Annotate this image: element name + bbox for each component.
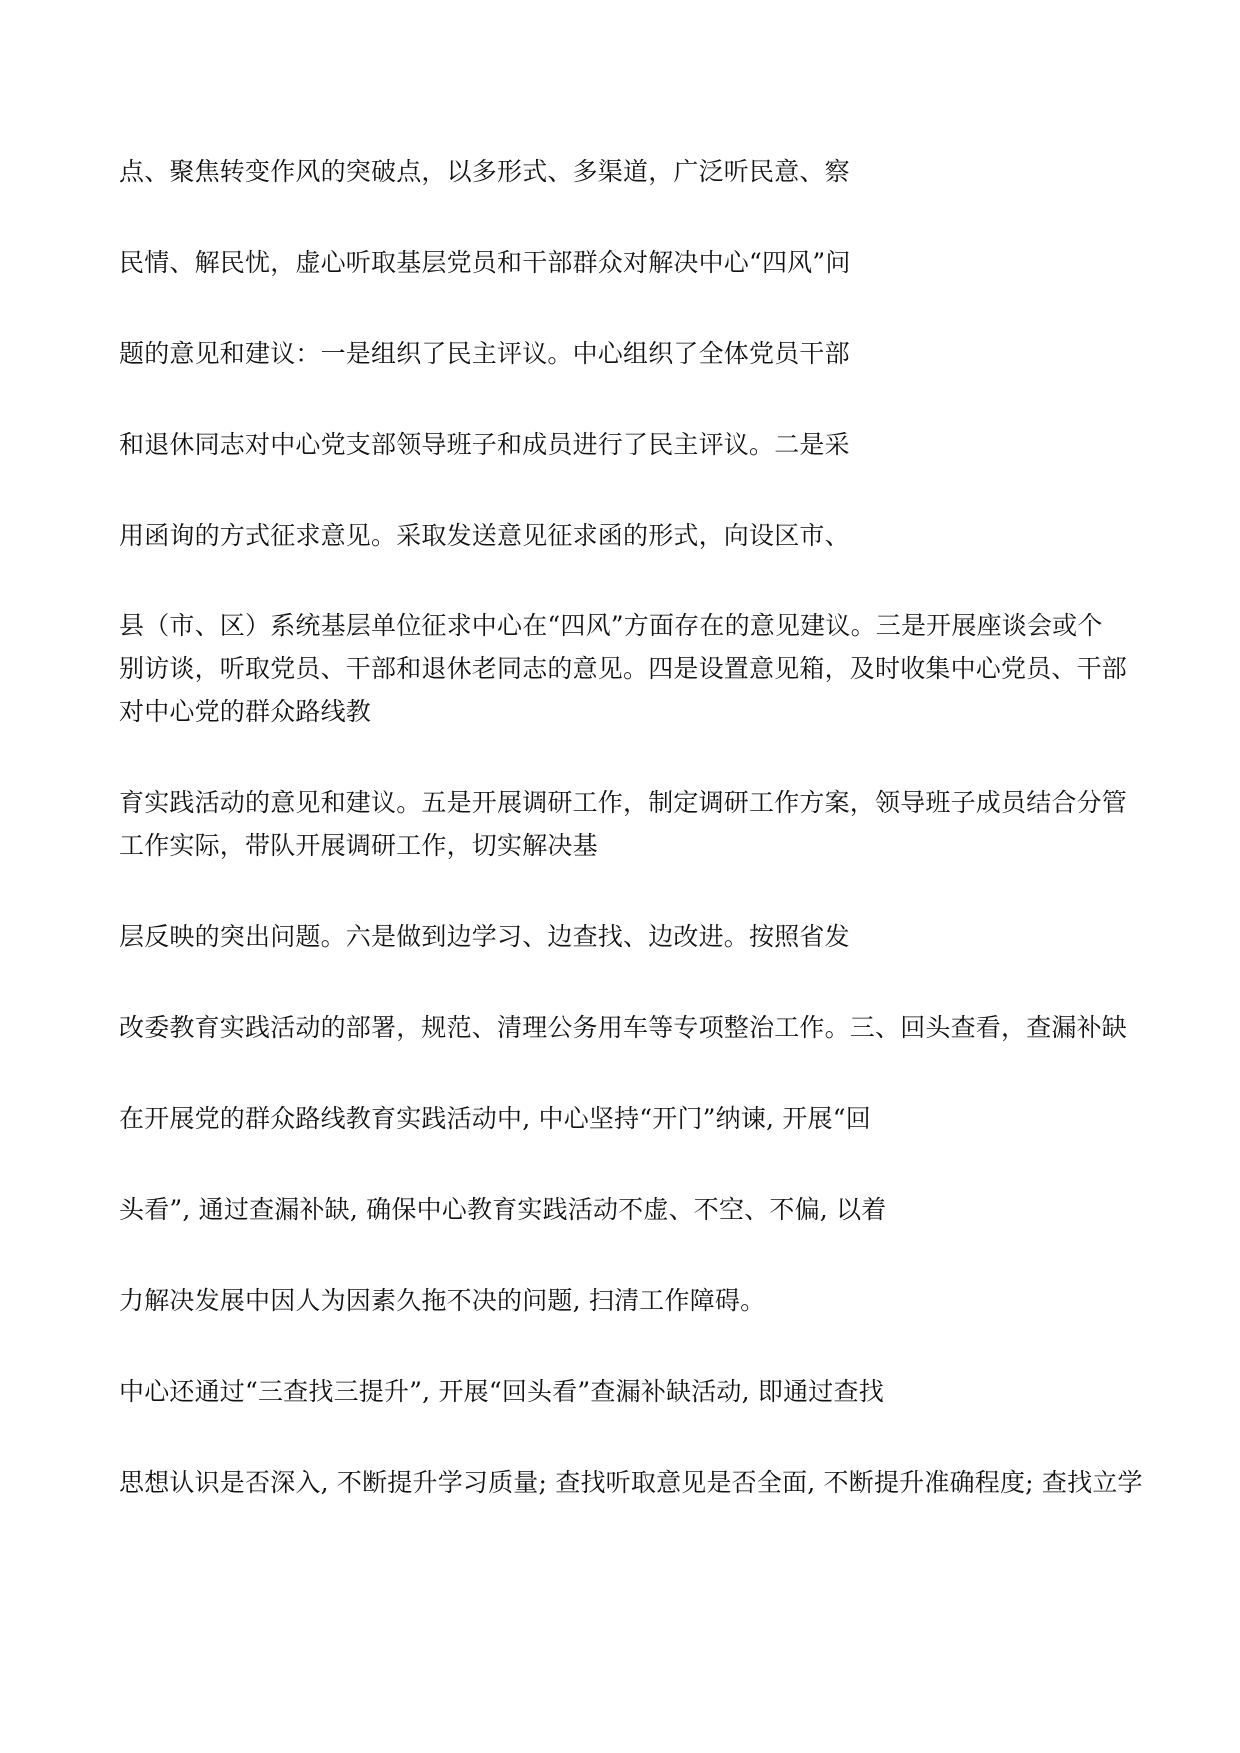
text-line: 头看”, 通过查漏补缺, 确保中心教育实践活动不虚、不空、不偏, 以着 xyxy=(119,1195,887,1224)
text-line: 育实践活动的意见和建议。五是开展调研工作，制定调研工作方案，领导班子成员结合分管 xyxy=(119,788,1128,817)
text-line: 题的意见和建议：一是组织了民主评议。中心组织了全体党员干部 xyxy=(119,339,850,368)
text-line: 思想认识是否深入, 不断提升学习质量; 查找听取意见是否全面, 不断提升准确程度; 查找立学 xyxy=(119,1468,1143,1497)
text-line: 民情、解民忧，虚心听取基层党员和干部群众对解决中心“四风”问 xyxy=(119,248,851,277)
text-line: 对中心党的群众路线教 xyxy=(119,697,372,726)
text-line: 层反映的突出问题。六是做到边学习、边查找、边改进。按照省发 xyxy=(119,922,850,951)
text-line: 力解决发展中因人为因素久拖不决的问题, 扫清工作障碍。 xyxy=(119,1286,766,1315)
text-line: 和退休同志对中心党支部领导班子和成员进行了民主评议。二是采 xyxy=(119,430,850,459)
text-line: 工作实际，带队开展调研工作，切实解决基 xyxy=(119,831,598,860)
text-line: 中心还通过“三查找三提升”, 开展“回头看”查漏补缺活动, 即通过查找 xyxy=(119,1377,884,1406)
text-line: 在开展党的群众路线教育实践活动中, 中心坚持“开门”纳谏, 开展“回 xyxy=(119,1104,871,1133)
text-line: 改委教育实践活动的部署，规范、清理公务用车等专项整治工作。三、回头查看，查漏补缺 xyxy=(119,1013,1128,1042)
text-line: 别访谈，听取党员、干部和退休老同志的意见。四是设置意见箱，及时收集中心党员、干部 xyxy=(119,654,1128,683)
text-line: 用函询的方式征求意见。采取发送意见征求函的形式，向设区市、 xyxy=(119,521,850,550)
text-line: 点、聚焦转变作风的突破点，以多形式、多渠道，广泛听民意、察 xyxy=(119,157,850,186)
text-line: 县（市、区）系统基层单位征求中心在“四风”方面存在的意见建议。三是开展座谈会或个 xyxy=(119,611,1103,640)
